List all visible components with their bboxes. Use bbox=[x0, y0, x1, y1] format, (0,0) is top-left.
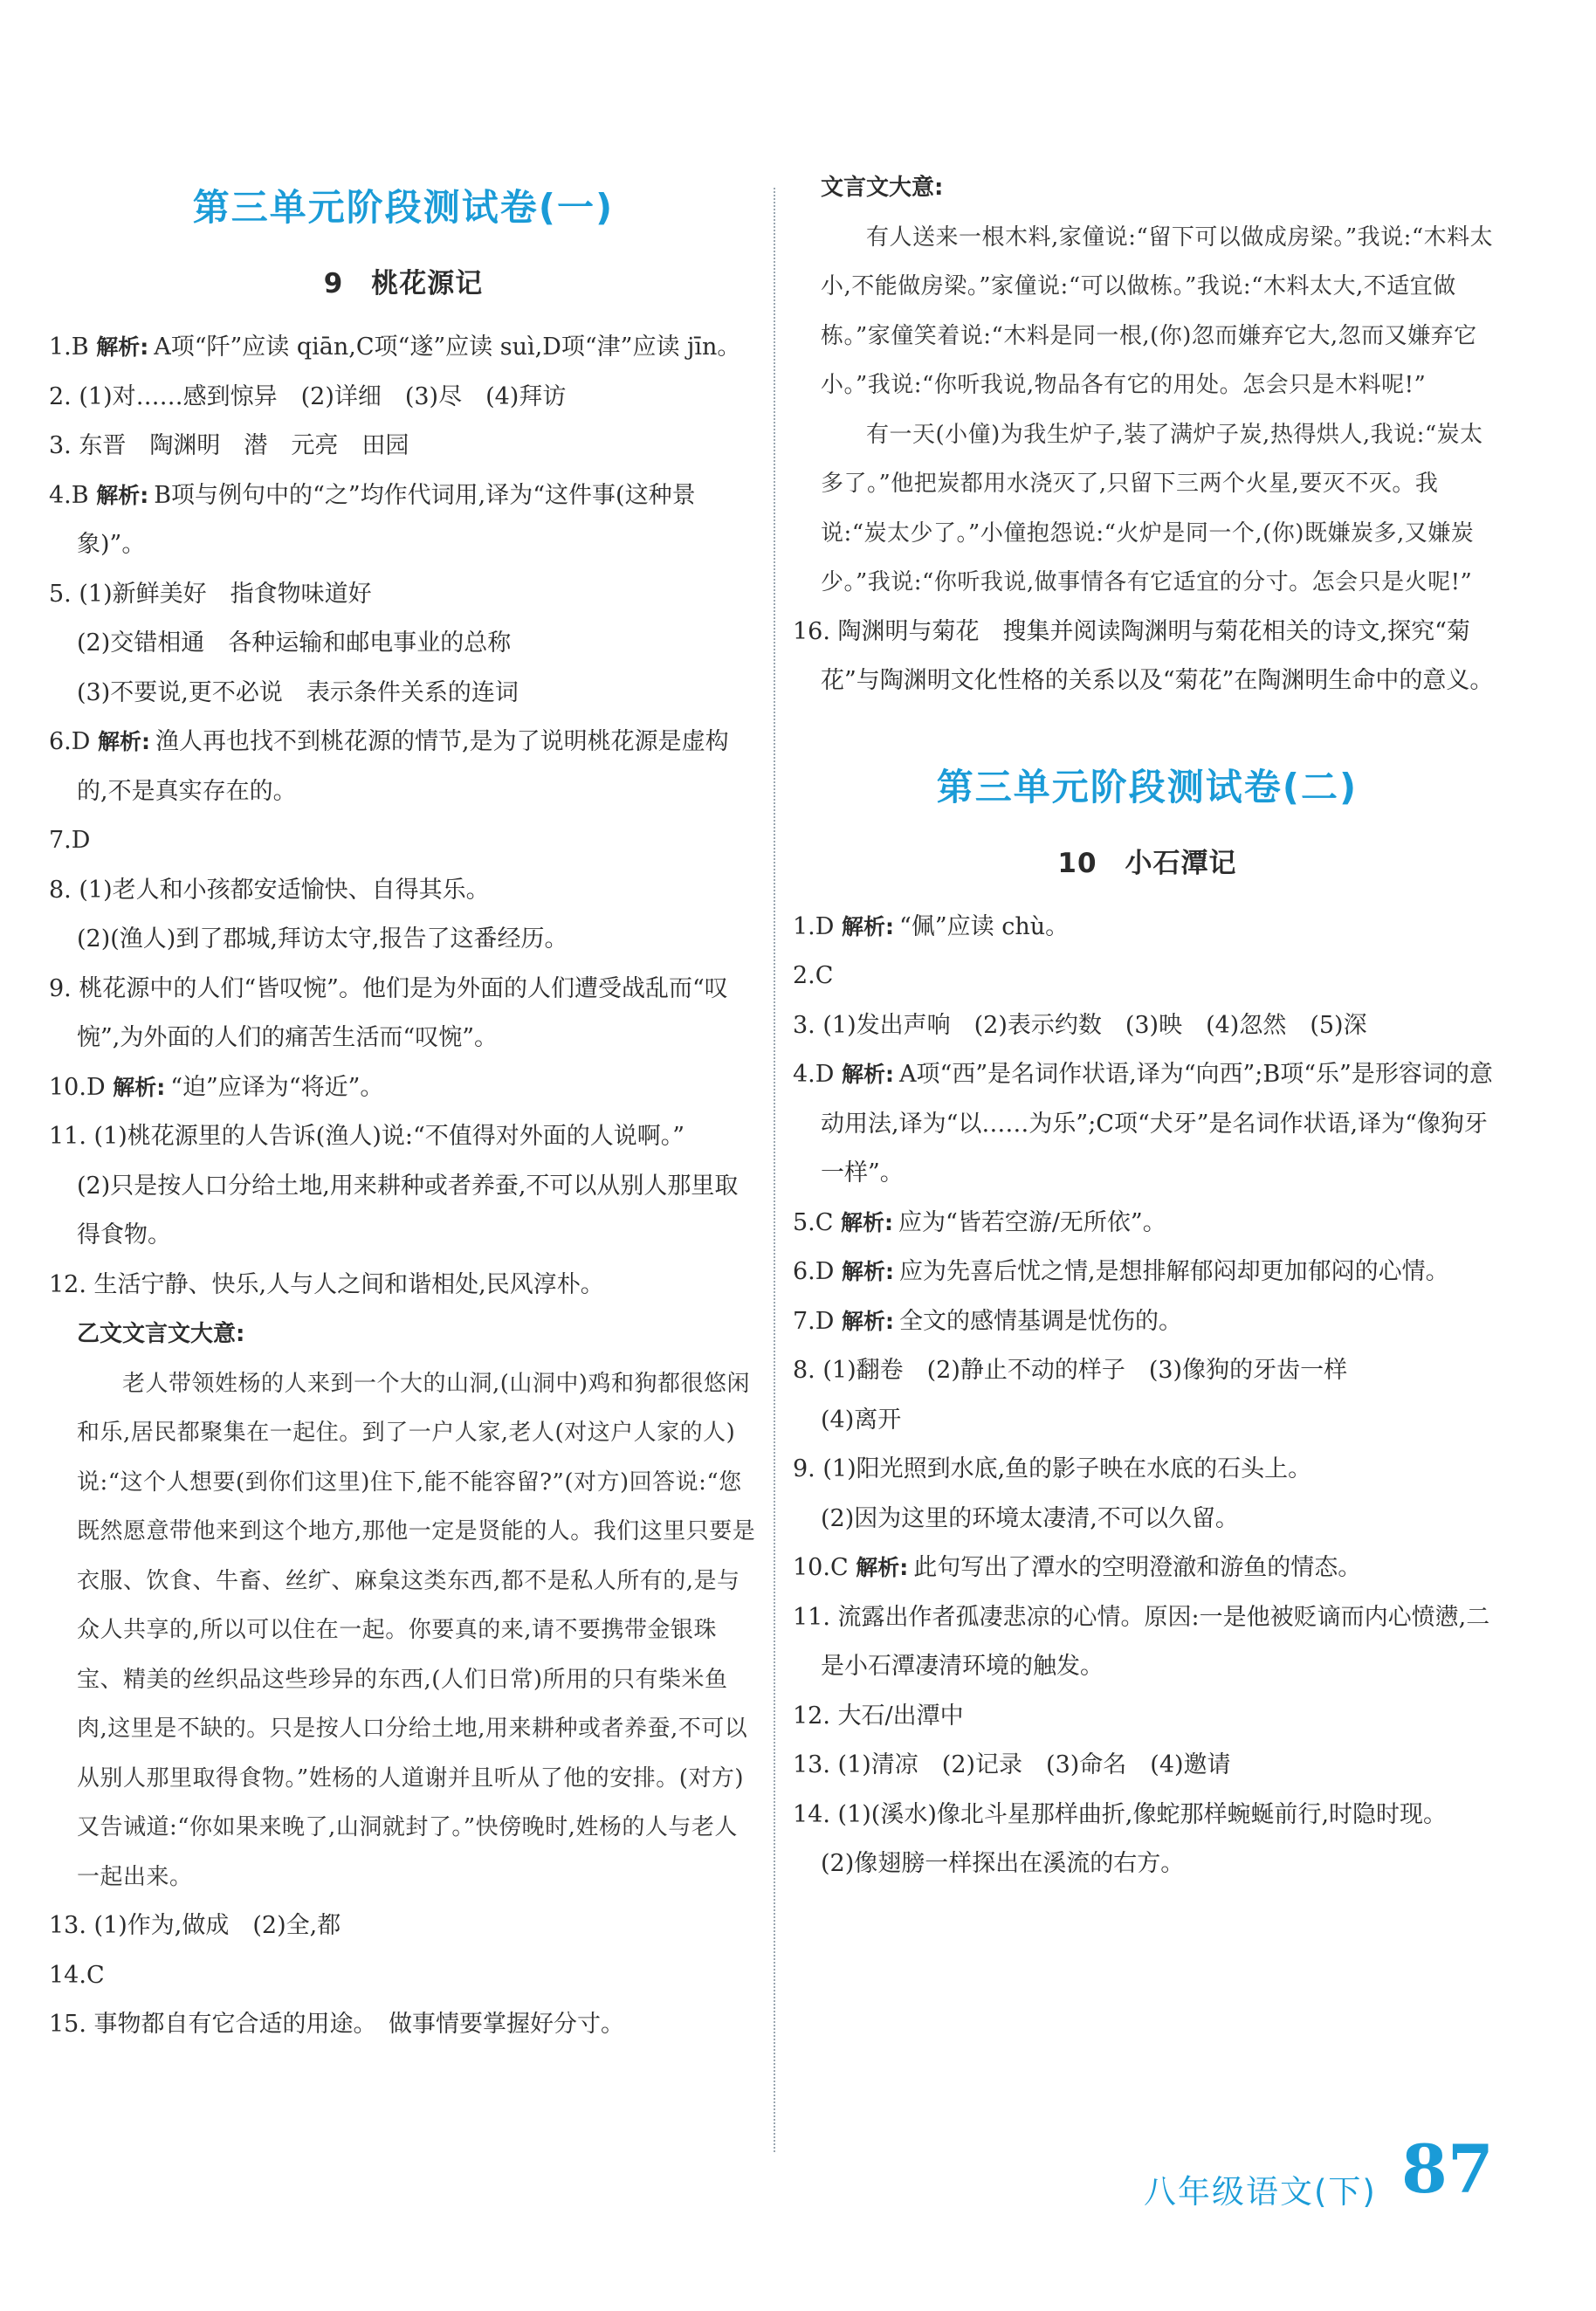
lesson-title-10: 10 小石潭记 bbox=[1057, 847, 1237, 879]
answer-item bbox=[793, 1396, 1502, 1446]
section-title-2: 第三单元阶段测试卷(二) bbox=[936, 765, 1359, 808]
answer-number: 8. bbox=[49, 876, 72, 904]
answer-item bbox=[49, 669, 758, 719]
answer-text: 生活宁静、快乐,人与人之间和谐相处,民风淳朴。 bbox=[93, 1270, 604, 1298]
answer-number: 12. bbox=[793, 1702, 830, 1730]
column-divider bbox=[774, 188, 775, 2152]
answer-item bbox=[793, 903, 1502, 953]
answer-number: 7.D bbox=[49, 827, 91, 854]
answer-text: (1)对……感到惊异 (2)详细 (3)尽 (4)拜访 bbox=[79, 382, 567, 410]
analysis-label: 解析: bbox=[841, 1209, 894, 1235]
analysis-label: 解析: bbox=[842, 1259, 895, 1284]
answer-text: 渔人再也找不到桃花源的情节,是为了说明桃花源是虚构的,不是真实存在的。 bbox=[77, 728, 729, 805]
answer-number: 3. bbox=[793, 1011, 815, 1039]
answer-number: 3. bbox=[49, 432, 72, 459]
answer-item bbox=[793, 608, 1502, 706]
answer-text: “佩”应读 chù。 bbox=[899, 912, 1070, 940]
passage-translation-2a: 有人送来一根木料,家僮说:“留下可以做成房梁。”我说:“木料太小,不能做房梁。”家僮说:“可以做栋。”我说:“木料太大,不适宜做栋。”家僮笑着说:“木料是同一根,(你)忽而嫌弃它大,忽而又嫌弃它小。”我说:“你听我说,物品各有它的用处。怎会只是木料呢!” bbox=[821, 224, 1494, 398]
answer-item bbox=[49, 323, 758, 373]
answer-item bbox=[793, 1495, 1502, 1544]
answer-item bbox=[793, 1791, 1502, 1840]
answer-text: (1)作为,做成 (2)全,都 bbox=[93, 1912, 341, 1939]
lesson-title-9: 9 桃花源记 bbox=[323, 268, 484, 299]
answer-number: 6.D bbox=[793, 1258, 835, 1285]
answer-item bbox=[49, 1951, 758, 2001]
answer-item bbox=[793, 1692, 1502, 1742]
answer-number: 11. bbox=[793, 1603, 830, 1631]
answer-number: 6.D bbox=[49, 728, 91, 755]
answer-item bbox=[49, 1261, 758, 1310]
answer-number: 13. bbox=[793, 1751, 830, 1778]
answer-text: (1)新鲜美好 指食物味道好 bbox=[79, 580, 372, 608]
answer-number: 13. bbox=[49, 1912, 86, 1939]
answer-text: “迫”应译为“将近”。 bbox=[170, 1073, 384, 1101]
analysis-label: 解析: bbox=[98, 729, 151, 754]
answer-item bbox=[793, 1199, 1502, 1248]
answer-text: 此句写出了潭水的空明澄澈和游鱼的情态。 bbox=[913, 1554, 1362, 1581]
answer-item bbox=[793, 1346, 1502, 1396]
answer-number: 1.D bbox=[793, 912, 835, 940]
answer-item bbox=[793, 952, 1502, 1001]
answer-item bbox=[793, 1050, 1502, 1199]
answer-text: A项“阡”应读 qiān,C项“遂”应读 suì,D项“津”应读 jīn。 bbox=[154, 334, 741, 361]
analysis-label: 解析: bbox=[113, 1074, 166, 1100]
answer-text: 全文的感情基调是忧伤的。 bbox=[899, 1307, 1183, 1335]
answer-number: 9. bbox=[793, 1455, 815, 1482]
answer-item bbox=[49, 471, 758, 570]
answer-number: 4.D bbox=[793, 1061, 835, 1088]
answer-number: 14. bbox=[793, 1800, 830, 1828]
page-number: 87 bbox=[1401, 2130, 1494, 2208]
answer-item bbox=[49, 570, 758, 620]
answer-item bbox=[793, 1297, 1502, 1347]
answer-number: 8. bbox=[793, 1357, 815, 1384]
analysis-label: 解析: bbox=[96, 334, 149, 360]
answer-item bbox=[49, 1063, 758, 1113]
passage-heading-2: 文言文大意: bbox=[821, 175, 944, 201]
answer-text: (2)像翅膀一样探出在溪流的右方。 bbox=[821, 1850, 1185, 1877]
answer-text: (1)翻卷 (2)静止不动的样子 (3)像狗的牙齿一样 bbox=[822, 1357, 1348, 1384]
answer-text: (4)离开 bbox=[821, 1406, 902, 1434]
answer-number: 15. bbox=[49, 2011, 86, 2038]
answer-text: 大石/出潭中 bbox=[837, 1702, 964, 1730]
answer-item bbox=[49, 816, 758, 866]
answer-text: (2)交错相通 各种运输和邮电事业的总称 bbox=[77, 629, 512, 657]
answer-number: 2.C bbox=[793, 962, 834, 989]
answer-text: 应为“皆若空游/无所依”。 bbox=[898, 1208, 1166, 1236]
answer-text: (2)因为这里的环境太凄清,不可以久留。 bbox=[821, 1504, 1239, 1532]
analysis-label: 解析: bbox=[842, 1308, 895, 1334]
left-column bbox=[49, 179, 758, 2050]
answer-number: 2. bbox=[49, 382, 72, 410]
answer-item bbox=[49, 1112, 758, 1162]
answer-item bbox=[793, 1445, 1502, 1495]
right-column bbox=[793, 175, 1502, 1889]
answer-text: (1)发出声响 (2)表示约数 (3)映 (4)忽然 (5)深 bbox=[822, 1011, 1367, 1039]
answer-item bbox=[793, 1001, 1502, 1051]
answer-text: 桃花源中的人们“皆叹惋”。他们是为外面的人们遭受战乱而“叹惋”,为外面的人们的痛苦生活而“叹惋”。 bbox=[77, 974, 728, 1051]
answer-text: (1)清凉 (2)记录 (3)命名 (4)邀请 bbox=[837, 1751, 1231, 1778]
answer-item bbox=[793, 1741, 1502, 1791]
answer-item bbox=[793, 1593, 1502, 1692]
section-title-1: 第三单元阶段测试卷(一) bbox=[192, 186, 615, 229]
answer-text: 事物都自有它合适的用途。 做事情要掌握好分寸。 bbox=[93, 2011, 625, 2038]
answer-text: 应为先喜后忧之情,是想排解郁闷却更加郁闷的心情。 bbox=[899, 1258, 1449, 1285]
answer-text: (2)(渔人)到了郡城,拜访太守,报告了这番经历。 bbox=[77, 925, 568, 953]
passage-translation-2b: 有一天(小僮)为我生炉子,装了满炉子炭,热得烘人,我说:“炭太多了。”他把炭都用水浇灭了,只留下三两个火星,要灭不灭。我说:“炭太少了。”小僮抱怨说:“火炉是同一个,(你)既嫌炭多,又嫌炭少。”我说:“你听我说,做事情各有它适宜的分寸。怎会只是火呢!” bbox=[821, 421, 1483, 595]
answer-number: 10.C bbox=[793, 1554, 849, 1581]
answer-item bbox=[49, 2000, 758, 2050]
passage-heading-1: 乙文文言文大意: bbox=[77, 1321, 245, 1347]
answer-text: 流露出作者孤凄悲凉的心情。原因:一是他被贬谪而内心愤懑,二是小石潭凄清环境的触发。 bbox=[821, 1603, 1490, 1680]
answer-text: 东晋 陶渊明 潜 元亮 田园 bbox=[79, 432, 409, 459]
answer-number: 12. bbox=[49, 1270, 86, 1298]
answer-list-1 bbox=[49, 323, 758, 1310]
answer-number: 7.D bbox=[793, 1307, 835, 1335]
answer-item bbox=[49, 866, 758, 916]
passage-translation-1: 老人带领姓杨的人来到一个大的山洞,(山洞中)鸡和狗都很悠闲和乐,居民都聚集在一起住。到了一户人家,老人(对这户人家的人)说:“这个人想要(到你们这里)住下,能不能容留?”(对方)回答说:“您既然愿意带他来到这个地方,那他一定是贤能的人。我们这里只要是衣服、饮食、牛畜、丝纩、麻枲这类东西,都不是私人所有的,是与众人共享的,所以可以住在一起。你要真的来,请不要携带金银珠宝、精美的丝织品这些珍异的东西,(人们日常)所用的只有柴米鱼肉,这里是不缺的。只是按人口分给土地,用来耕种或者养蚕,不可以从别人那里取得食物。”姓杨的人道谢并且听从了他的安排。(对方)又告诫道:“你如果来晚了,山洞就封了。”快傍晚时,姓杨的人与老人一起出来。 bbox=[77, 1370, 756, 1890]
answer-item bbox=[49, 373, 758, 423]
analysis-label: 解析: bbox=[856, 1555, 909, 1580]
answer-number: 16. bbox=[793, 617, 830, 645]
answer-number: 9. bbox=[49, 974, 72, 1002]
answer-item bbox=[49, 718, 758, 816]
answer-item bbox=[793, 1544, 1502, 1593]
answer-number: 10.D bbox=[49, 1073, 106, 1101]
answer-number: 14.C bbox=[49, 1961, 105, 1989]
answer-text: (1)阳光照到水底,鱼的影子映在水底的石头上。 bbox=[822, 1455, 1312, 1482]
analysis-label: 解析: bbox=[96, 482, 149, 508]
answer-text: (1)桃花源里的人告诉(渔人)说:“不值得对外面的人说啊。” bbox=[93, 1123, 685, 1150]
answer-item bbox=[793, 1840, 1502, 1889]
answer-item bbox=[49, 915, 758, 965]
answer-number: 5.C bbox=[793, 1208, 834, 1236]
answer-number: 1.B bbox=[49, 334, 89, 361]
answer-text: (1)老人和小孩都安适愉快、自得其乐。 bbox=[79, 876, 490, 904]
footer-grade-subject: 八年级语文(下) bbox=[1144, 2173, 1377, 2211]
answer-text: B项与例句中的“之”均作代词用,译为“这件事(这种景象)”。 bbox=[77, 481, 696, 558]
answer-list-1c bbox=[793, 608, 1502, 706]
answer-text: 陶渊明与菊花 搜集并阅读陶渊明与菊花相关的诗文,探究“菊花”与陶渊明文化性格的关系以及“菊花”在陶渊明生命中的意义。 bbox=[821, 617, 1494, 694]
answer-item bbox=[49, 1902, 758, 1951]
answer-list-1b bbox=[49, 1902, 758, 2050]
answer-item bbox=[49, 965, 758, 1063]
answer-text: (2)只是按人口分给土地,用来耕种或者养蚕,不可以从别人那里取得食物。 bbox=[77, 1172, 739, 1248]
analysis-label: 解析: bbox=[842, 1062, 895, 1087]
answer-item bbox=[793, 1248, 1502, 1297]
analysis-label: 解析: bbox=[842, 913, 895, 939]
answer-text: A项“西”是名词作状语,译为“向西”;B项“乐”是形容词的意动用法,译为“以……为乐”;C项“犬牙”是名词作状语,译为“像狗牙一样”。 bbox=[821, 1061, 1493, 1186]
answer-number: 11. bbox=[49, 1123, 86, 1150]
answer-list-2 bbox=[793, 903, 1502, 1889]
answer-item bbox=[49, 619, 758, 669]
answer-text: (3)不要说,更不必说 表示条件关系的连词 bbox=[77, 678, 519, 706]
answer-number: 4.B bbox=[49, 481, 89, 509]
answer-item bbox=[49, 1162, 758, 1261]
answer-item bbox=[49, 422, 758, 471]
answer-text: (1)(溪水)像北斗星那样曲折,像蛇那样蜿蜒前行,时隐时现。 bbox=[837, 1800, 1448, 1828]
answer-number: 5. bbox=[49, 580, 72, 608]
